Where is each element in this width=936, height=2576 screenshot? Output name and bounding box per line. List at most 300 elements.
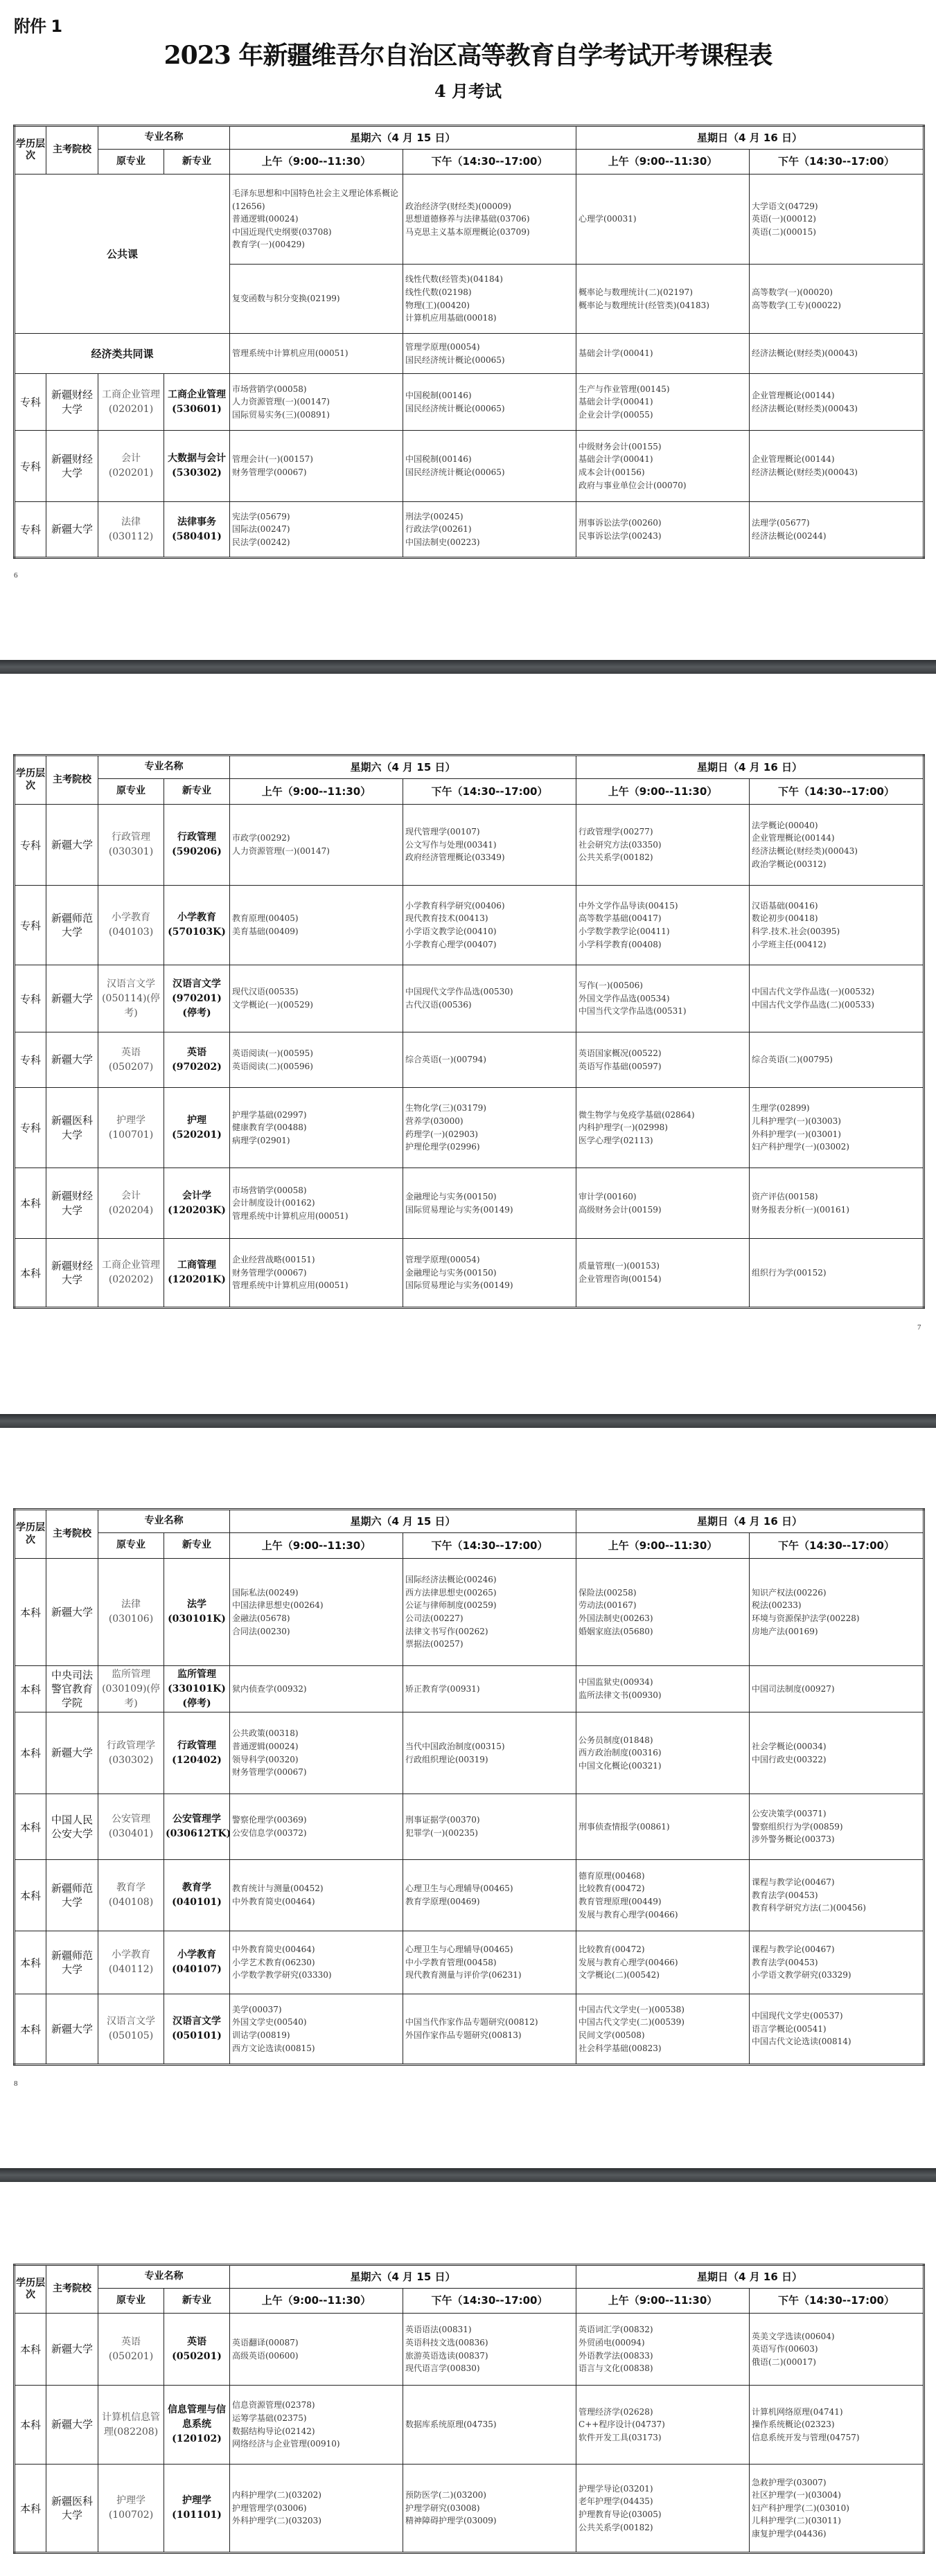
header-sun-am: 上午（9:00--11:30）: [576, 779, 750, 805]
new-major: 小学教育(570103K): [164, 886, 230, 965]
exam-school: 新疆师范大学: [46, 1931, 98, 1994]
course-item: 中国司法制度(00927): [752, 1683, 835, 1694]
course-item: 美育基础(00409): [232, 927, 299, 936]
sat-am-courses: [230, 805, 403, 886]
sun-am-courses: [576, 175, 750, 265]
old-major: 工商企业管理(020202): [98, 1239, 164, 1308]
table-row: [15, 1860, 924, 1931]
education-level: 专科: [15, 1032, 46, 1088]
page-number: 6: [14, 571, 18, 580]
course-item: 公共关系学(00182): [579, 852, 653, 863]
exam-school: 新疆大学: [46, 1994, 98, 2065]
course-item: 英语写作基础(00597): [579, 1061, 662, 1071]
course-item: 英语(二)(00015): [752, 226, 816, 237]
course-item: 教育法学(00453): [752, 1957, 818, 1967]
new-major: 行政管理(590206): [164, 805, 230, 886]
course-item: 教育统计与测量(00452): [232, 1884, 324, 1894]
course-item: 宪法学(05679): [232, 511, 290, 521]
course-item: 内科护理学(二)(03202): [232, 2490, 321, 2501]
course-item: 小学班主任(00412): [752, 939, 827, 949]
course-item: 公司法(00227): [405, 1613, 463, 1623]
header-old-major: 原专业: [98, 150, 164, 175]
header-sunday: 星期日（4 月 16 日）: [576, 1510, 924, 1533]
sat-am-courses: [230, 1860, 403, 1931]
course-item: 中国监狱史(00934): [579, 1677, 653, 1688]
header-sat-pm: 下午（14:30--17:00）: [403, 1533, 576, 1559]
new-major: 法学(030101K): [164, 1559, 230, 1666]
course-item: 现代汉语(00535): [232, 987, 299, 997]
course-item: 毛泽东思想和中国特色社会主义理论体系概论(12656): [232, 188, 399, 211]
table-row: [15, 1088, 924, 1168]
table-row: [15, 1794, 924, 1860]
sat-pm-courses: [403, 1088, 576, 1168]
course-item: 政府与事业单位会计(00070): [579, 480, 687, 490]
course-item: 中国古代文论选读(00814): [752, 2037, 851, 2047]
header-old-major: 原专业: [98, 779, 164, 805]
course-item: 国际贸易理论与实务(00149): [405, 1280, 513, 1291]
course-item: 物理(工)(00420): [405, 300, 470, 310]
course-item: 财务管理学(00067): [232, 467, 307, 477]
course-item: 财务管理学(00067): [232, 1767, 307, 1778]
header-row: [15, 755, 924, 779]
course-item: 刑法学(00245): [405, 511, 463, 521]
sat-pm-courses: [403, 1794, 576, 1860]
sun-am-courses: [576, 1666, 750, 1712]
course-item: 营养学(03000): [405, 1116, 463, 1126]
header-sat-am: 上午（9:00--11:30）: [230, 1533, 403, 1559]
course-item: 高等数学(工专)(00022): [752, 300, 841, 310]
sat-pm-courses: [403, 965, 576, 1032]
page-number: 8: [14, 2079, 18, 2088]
course-item: 旅游英语选读(00837): [405, 2350, 488, 2361]
sun-pm-courses: [750, 431, 924, 502]
course-item: 护理管理学(03006): [232, 2503, 307, 2513]
new-major: 英语(050201): [164, 2314, 230, 2386]
new-major: 行政管理(120402): [164, 1712, 230, 1794]
header-sat-pm: 下午（14:30--17:00）: [403, 779, 576, 805]
sat-pm-courses: [403, 265, 576, 334]
header-row: [15, 2289, 924, 2314]
course-item: 运筹学基础(02375): [232, 2413, 307, 2423]
course-item: 微生物学与免疫学基础(02864): [579, 1109, 695, 1120]
education-level: 专科: [15, 805, 46, 886]
document-title: 2023 年新疆维吾尔自治区高等教育自学考试开考课程表: [164, 41, 772, 70]
course-item: 法学概论(00040): [752, 820, 818, 830]
course-item: 当代中国政治制度(00315): [405, 1741, 505, 1751]
new-major: 大数据与会计(530302): [164, 431, 230, 502]
course-item: 环境与资源保护法学(00228): [752, 1613, 860, 1623]
course-item: 犯罪学(一)(00235): [405, 1828, 478, 1838]
course-item: 基础会计学(00041): [579, 348, 653, 359]
course-item: 警察组织行为学(00859): [752, 1821, 843, 1832]
exam-school: 新疆医科大学: [46, 1088, 98, 1168]
education-level: 本科: [15, 1666, 46, 1712]
course-item: 中国古代文学作品选(一)(00532): [752, 987, 874, 997]
course-item: 资产评估(00158): [752, 1191, 818, 1201]
course-item: 刑事诉讼法学(00260): [579, 517, 662, 528]
sat-pm-courses: [403, 886, 576, 965]
course-item: 比较教育(00472): [579, 1944, 645, 1955]
education-level: 本科: [15, 1559, 46, 1666]
course-item: 会计制度设计(00162): [232, 1198, 315, 1208]
course-item: 外国文学史(00540): [232, 2017, 307, 2028]
course-item: 管理学原理(00054): [405, 1255, 480, 1265]
course-item: 课程与教学论(00467): [752, 1944, 835, 1955]
sun-am-courses: [576, 1032, 750, 1088]
exam-school: 中央司法警官教育学院: [46, 1666, 98, 1712]
new-major: 公安管理学(030612TK): [164, 1794, 230, 1860]
course-item: 教育原理(00405): [232, 913, 299, 924]
course-item: 合同法(00230): [232, 1626, 290, 1636]
course-item: 中国近现代史纲要(03708): [232, 226, 332, 237]
exam-school: 新疆医科大学: [46, 2465, 98, 2553]
course-item: 知识产权法(00226): [752, 1587, 827, 1598]
course-item: 民间文学(00508): [579, 2030, 645, 2040]
sat-pm-courses: [403, 374, 576, 431]
course-item: 刑事证据学(00370): [405, 1815, 480, 1825]
course-item: 高等数学(一)(00020): [752, 287, 833, 297]
sun-am-courses: [576, 1712, 750, 1794]
table-row: [15, 2314, 924, 2386]
old-major: 公安管理(030401): [98, 1794, 164, 1860]
exam-school: 新疆大学: [46, 1559, 98, 1666]
sun-pm-courses: [750, 334, 924, 374]
course-item: 心理卫生与心理辅导(00465): [405, 1884, 513, 1894]
exam-school: 新疆大学: [46, 2314, 98, 2386]
course-item: 质量管理(一)(00153): [579, 1261, 660, 1271]
sat-am-courses: [230, 886, 403, 965]
exam-school: 新疆大学: [46, 1032, 98, 1088]
new-major: 英语(970202): [164, 1032, 230, 1088]
course-item: 中外教育简史(00464): [232, 1897, 315, 1906]
sat-am-courses: [230, 1168, 403, 1239]
sat-am-courses: [230, 2465, 403, 2553]
table-row: [15, 886, 924, 965]
course-item: 护理学基础(02997): [232, 1109, 307, 1120]
header-sat-am: 上午（9:00--11:30）: [230, 150, 403, 175]
course-item: 语言与文化(00838): [579, 2363, 653, 2374]
header-level: 学历层次: [15, 1510, 46, 1559]
header-new-major: 新专业: [164, 150, 230, 175]
course-item: 财务管理学(00067): [232, 1267, 307, 1278]
sat-am-courses: [230, 265, 403, 334]
sat-pm-courses: [403, 1666, 576, 1712]
course-item: 公务员制度(01848): [579, 1735, 653, 1745]
course-item: 中国当代文学作品选(00531): [579, 1006, 687, 1017]
education-level: 本科: [15, 1794, 46, 1860]
course-item: 综合英语(二)(00795): [752, 1055, 833, 1065]
old-major: 监所管理(030109)(停考): [98, 1666, 164, 1712]
course-item: 中国行政史(00322): [752, 1754, 827, 1764]
table-row: [15, 1712, 924, 1794]
header-sat-am: 上午（9:00--11:30）: [230, 2289, 403, 2314]
sun-am-courses: [576, 2465, 750, 2553]
course-item: 政府经济管理概论(03349): [405, 852, 505, 863]
education-level: 本科: [15, 1712, 46, 1794]
course-item: 汉语基础(00416): [752, 900, 818, 911]
course-item: 护理伦理学(02996): [405, 1142, 480, 1152]
education-level: 本科: [15, 2314, 46, 2386]
course-item: 普通逻辑(00024): [232, 214, 299, 224]
course-item: 线性代数(经管类)(04184): [405, 274, 503, 285]
course-item: 心理学(00031): [579, 214, 637, 224]
sun-am-courses: [576, 2386, 750, 2465]
course-item: 管理系统中计算机应用(00051): [232, 1280, 348, 1291]
course-item: 儿科护理学(一)(03003): [752, 1116, 841, 1126]
sat-pm-courses: [403, 2386, 576, 2465]
header-school: 主考院校: [46, 126, 98, 175]
course-item: 现代语言学(00830): [405, 2363, 480, 2374]
page-separator: [0, 660, 936, 674]
course-item: 大学语文(04729): [752, 201, 818, 211]
header-major-name: 专业名称: [98, 126, 230, 150]
course-item: 语言学概论(00541): [752, 2023, 827, 2034]
course-item: 组织行为学(00152): [752, 1267, 827, 1278]
table-row: [15, 502, 924, 558]
sun-pm-courses: [750, 2314, 924, 2386]
course-item: 发展与教育心理学(00466): [579, 1957, 678, 1967]
course-item: 教育科学研究方法(二)(00456): [752, 1903, 866, 1913]
course-item: 概率论与数理统计(二)(02197): [579, 287, 693, 297]
course-item: 法理学(05677): [752, 517, 810, 528]
course-item: 计算机应用基础(00018): [405, 313, 497, 323]
header-major-name: 专业名称: [98, 1510, 230, 1533]
header-sat-am: 上午（9:00--11:30）: [230, 779, 403, 805]
course-item: 英语科技文选(00836): [405, 2337, 488, 2347]
course-item: 中国古代文学作品选(二)(00533): [752, 1000, 874, 1010]
course-item: 俄语(二)(00017): [752, 2356, 816, 2367]
course-item: 国际经济法概论(00246): [405, 1575, 497, 1585]
course-item: 高级英语(00600): [232, 2350, 299, 2361]
course-item: 保险法(00258): [579, 1587, 637, 1598]
header-sun-am: 上午（9:00--11:30）: [576, 150, 750, 175]
schedule-table: [13, 2264, 925, 2554]
course-item: 管理系统中计算机应用(00051): [232, 1210, 348, 1221]
header-old-major: 原专业: [98, 2289, 164, 2314]
table-row: [15, 1032, 924, 1088]
course-item: 市场营销学(00058): [232, 384, 307, 394]
course-item: 信息系统开发与管理(04757): [752, 2432, 860, 2442]
old-major: 会计(020204): [98, 1168, 164, 1239]
sat-am-courses: [230, 2314, 403, 2386]
sat-am-courses: [230, 1032, 403, 1088]
course-item: 企业管理概论(00144): [752, 454, 835, 465]
old-major: 小学教育(040112): [98, 1931, 164, 1994]
course-item: 社会研究方法(03350): [579, 839, 662, 850]
course-item: 小学数学教学论(00411): [579, 927, 670, 936]
header-row: [15, 1533, 924, 1559]
course-item: 涉外警务概论(00373): [752, 1834, 835, 1845]
old-major: 英语(050207): [98, 1032, 164, 1088]
course-item: 企业管理概论(00144): [752, 390, 835, 400]
course-item: 中国法制史(00223): [405, 537, 480, 547]
course-item: 公文写作与处理(00341): [405, 839, 497, 850]
course-item: 行政法学(00261): [405, 524, 472, 535]
education-level: 专科: [15, 1088, 46, 1168]
course-item: 人力资源管理(一)(00147): [232, 397, 330, 407]
course-item: 审计学(00160): [579, 1191, 637, 1201]
course-item: 西方政治制度(00316): [579, 1748, 662, 1758]
education-level: 本科: [15, 2465, 46, 2553]
course-item: 中国税制(00146): [405, 454, 472, 465]
course-item: 儿科护理学(二)(03011): [752, 2516, 841, 2526]
course-item: 政治经济学(财经类)(00009): [405, 201, 511, 211]
sun-pm-courses: [750, 1559, 924, 1666]
old-major: 行政管理学(030302): [98, 1712, 164, 1794]
attachment-label: 附件 1: [14, 17, 62, 36]
course-item: 中外教育简史(00464): [232, 1944, 315, 1955]
exam-school: 中国人民公安大学: [46, 1794, 98, 1860]
course-item: 中国税制(00146): [405, 390, 472, 400]
sat-am-courses: [230, 334, 403, 374]
sat-am-courses: [230, 1559, 403, 1666]
sat-pm-courses: [403, 334, 576, 374]
course-item: 教育法学(00453): [752, 1890, 818, 1900]
sun-am-courses: [576, 374, 750, 431]
sun-pm-courses: [750, 1794, 924, 1860]
course-item: 经济法概论(财经类)(00043): [752, 467, 858, 477]
course-item: 英美文学选读(00604): [752, 2331, 835, 2341]
old-major: 护理学(100702): [98, 2465, 164, 2553]
course-item: 英语阅读(一)(00595): [232, 1048, 313, 1058]
course-item: 护理学导论(03201): [579, 2483, 653, 2494]
course-item: 中小学教育管理(00458): [405, 1957, 497, 1967]
header-sunday: 星期日（4 月 16 日）: [576, 126, 924, 150]
course-item: 经济法概论(00244): [752, 530, 827, 541]
course-item: 基础会计学(00041): [579, 397, 653, 407]
sat-pm-courses: [403, 1931, 576, 1994]
new-major: 护理(520201): [164, 1088, 230, 1168]
old-major: 工商企业管理(020201): [98, 374, 164, 431]
sun-am-courses: [576, 334, 750, 374]
course-item: 外科护理学(一)(03001): [752, 1129, 841, 1139]
course-item: 公共关系学(00182): [579, 2522, 653, 2532]
education-level: 专科: [15, 431, 46, 502]
course-item: 现代教育测量与评价学(06231): [405, 1970, 522, 1980]
course-item: 经济法概论(财经类)(00043): [752, 846, 858, 856]
sun-pm-courses: [750, 265, 924, 334]
education-level: 本科: [15, 1931, 46, 1994]
course-item: 小学语文教学论(00410): [405, 927, 497, 936]
header-sun-pm: 下午（14:30--17:00）: [750, 1533, 924, 1559]
sat-pm-courses: [403, 1032, 576, 1088]
course-item: 经济法概论(财经类)(00043): [752, 348, 858, 359]
sat-pm-courses: [403, 1559, 576, 1666]
course-item: 护理学研究(03008): [405, 2503, 480, 2513]
sun-am-courses: [576, 431, 750, 502]
table-row: [15, 1559, 924, 1666]
old-major: 护理学(100701): [98, 1088, 164, 1168]
course-item: 国际贸易实务(三)(00891): [232, 409, 330, 420]
course-item: 中国古代文学史(二)(00539): [579, 2017, 685, 2028]
new-major: 会计学(120203K): [164, 1168, 230, 1239]
sun-am-courses: [576, 502, 750, 558]
course-item: 美学(00037): [232, 2004, 282, 2014]
course-item: 企业经营战略(00151): [232, 1255, 315, 1265]
sat-am-courses: [230, 1931, 403, 1994]
header-sun-pm: 下午（14:30--17:00）: [750, 779, 924, 805]
sat-pm-courses: [403, 502, 576, 558]
old-major: 汉语言文学(050105): [98, 1994, 164, 2065]
course-item: 金融法(05678): [232, 1613, 290, 1623]
course-item: 概率论与数理统计(经管类)(04183): [579, 300, 709, 310]
course-item: 写作(一)(00506): [579, 981, 643, 991]
header-sun-am: 上午（9:00--11:30）: [576, 2289, 750, 2314]
table-row: [15, 2465, 924, 2553]
header-level: 学历层次: [15, 126, 46, 175]
sat-am-courses: [230, 1994, 403, 2065]
page-number: 7: [917, 1323, 921, 1332]
course-item: 复变函数与积分变换(02199): [232, 294, 340, 304]
new-major: 法律事务(580401): [164, 502, 230, 558]
course-item: 小学艺术教育(06230): [232, 1957, 315, 1967]
course-item: 管理会计(一)(00157): [232, 454, 313, 465]
course-item: 国民经济统计概论(00065): [405, 355, 505, 365]
sun-pm-courses: [750, 1994, 924, 2065]
exam-school: 新疆大学: [46, 502, 98, 558]
course-item: 高等数学基础(00417): [579, 913, 662, 924]
course-item: 信息资源管理(02378): [232, 2400, 315, 2410]
new-major: 小学教育(040107): [164, 1931, 230, 1994]
page-separator: [0, 2168, 936, 2182]
course-item: 中级财务会计(00155): [579, 441, 662, 451]
sat-am-courses: [230, 965, 403, 1032]
sun-am-courses: [576, 805, 750, 886]
course-item: 发展与教育心理学(00466): [579, 1909, 678, 1920]
sat-am-courses: [230, 1088, 403, 1168]
header-school: 主考院校: [46, 2265, 98, 2314]
schedule-table: [13, 125, 925, 559]
header-sunday: 星期日（4 月 16 日）: [576, 755, 924, 779]
course-item: 国民经济统计概论(00065): [405, 403, 505, 413]
course-item: 人力资源管理(一)(00147): [232, 846, 330, 856]
new-major: 工商企业管理(530601): [164, 374, 230, 431]
course-item: 中国文化概论(00321): [579, 1760, 662, 1771]
education-level: 专科: [15, 965, 46, 1032]
exam-school: 新疆财经大学: [46, 431, 98, 502]
course-item: 药理学(一)(02903): [405, 1129, 478, 1139]
header-sunday: 星期日（4 月 16 日）: [576, 2265, 924, 2289]
course-item: 企业会计学(00055): [579, 409, 653, 420]
header-row: [15, 779, 924, 805]
course-item: 票据法(00257): [405, 1639, 463, 1649]
course-item: 外语教学法(00833): [579, 2350, 653, 2361]
course-item: 预防医学(二)(03200): [405, 2490, 486, 2501]
header-old-major: 原专业: [98, 1533, 164, 1559]
course-item: 矫正教育学(00931): [405, 1683, 480, 1694]
course-item: 马克思主义基本原理概论(03709): [405, 226, 530, 237]
sun-am-courses: [576, 1860, 750, 1931]
course-item: 心理卫生与心理辅导(00465): [405, 1944, 513, 1955]
old-major: 行政管理(030301): [98, 805, 164, 886]
course-item: 健康教育学(00488): [232, 1122, 307, 1133]
course-item: 古代汉语(00536): [405, 1000, 472, 1010]
course-item: 小学教育心理学(00407): [405, 939, 497, 949]
course-item: 英语语法(00831): [405, 2325, 472, 2335]
course-item: 老年护理学(04435): [579, 2496, 653, 2507]
course-item: 妇产科护理学(二)(03010): [752, 2503, 849, 2513]
course-item: 行政组织理论(00319): [405, 1754, 488, 1764]
course-item: 数据库系统原理(04735): [405, 2420, 497, 2430]
course-item: 比较教育(00472): [579, 1884, 645, 1894]
table-row: [15, 374, 924, 431]
sun-pm-courses: [750, 1239, 924, 1308]
course-group-label: 公共课: [15, 175, 230, 334]
course-item: 高级财务会计(00159): [579, 1204, 662, 1215]
sun-pm-courses: [750, 374, 924, 431]
exam-school: 新疆财经大学: [46, 1239, 98, 1308]
exam-school: 新疆大学: [46, 2386, 98, 2465]
